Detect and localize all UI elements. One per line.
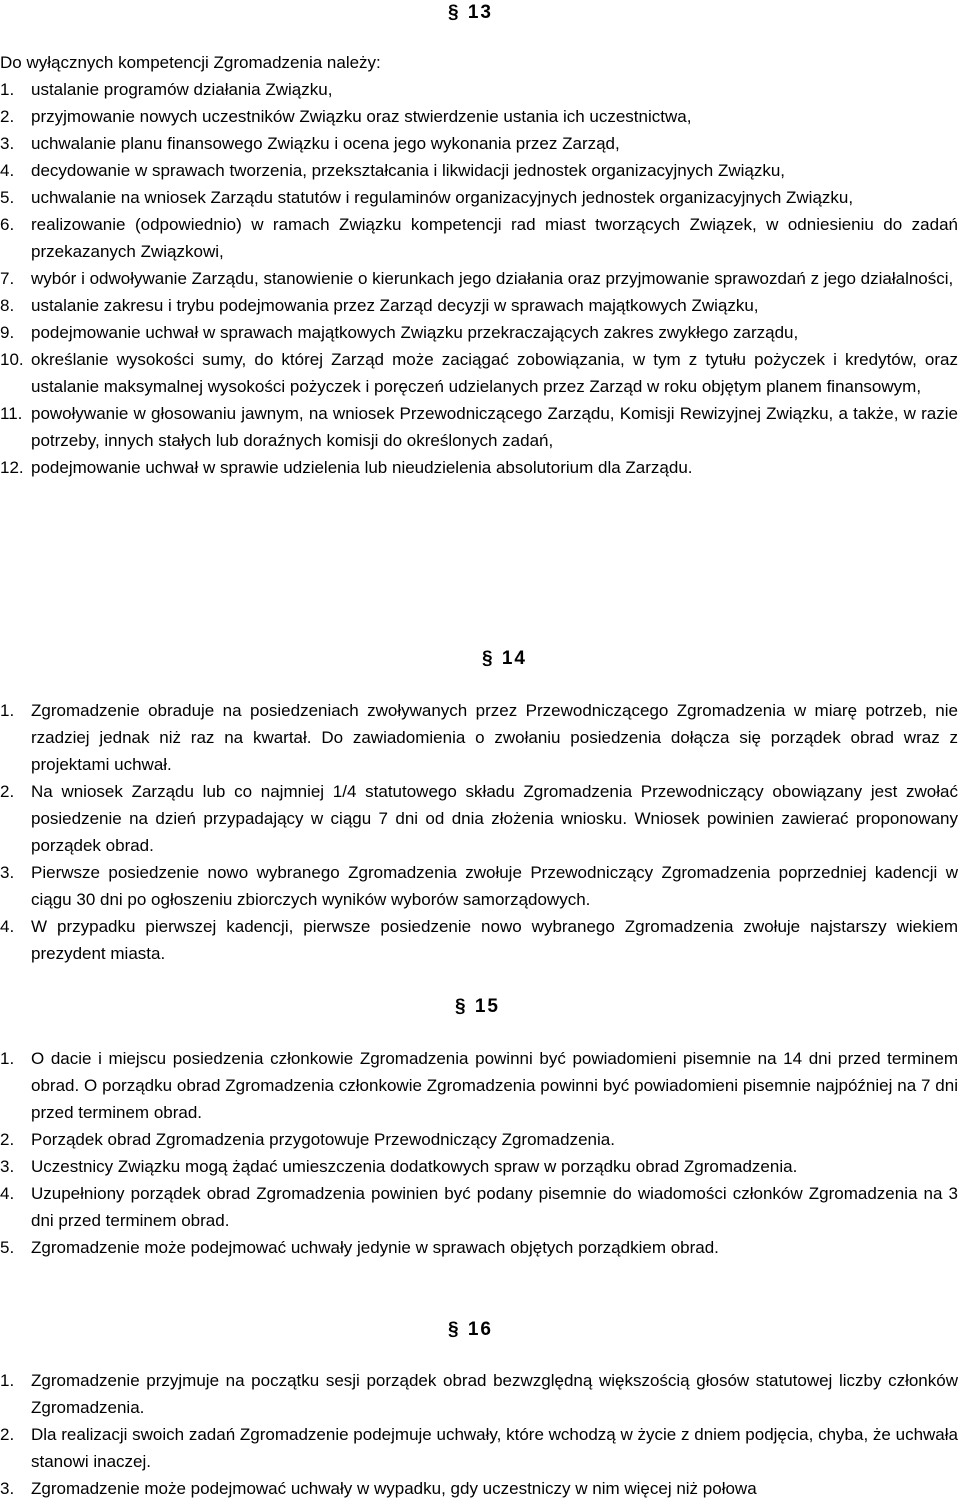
list-item: 2. Porządek obrad Zgromadzenia przygotowuje Przewodniczący Zgromadzenia. — [0, 1130, 615, 1149]
section-16-heading: § 16 — [448, 1319, 493, 1340]
list-item: 9. podejmowanie uchwał w sprawach majątkowych Związku przekraczających zakres zwykłego zarządu, — [0, 323, 799, 342]
section-14-list — [0, 697, 958, 967]
list-item: 6. realizowanie (odpowiednio) w ramach Związku kompetencji rad miast tworzących Związek, w odniesieniu do zadań przekazanych Związkowi, — [0, 215, 958, 261]
list-item: 5. Zgromadzenie może podejmować uchwały jedynie w sprawach objętych porządkiem obrad. — [0, 1238, 719, 1257]
section-13-heading: § 13 — [448, 2, 493, 23]
list-item: 4. W przypadku pierwszej kadencji, pierwsze posiedzenie nowo wybranego Zgromadzenia zwołuje najstarszy wiekiem prezydent miasta. — [0, 917, 958, 963]
list-item: 2. Na wniosek Zarządu lub co najmniej 1/4 statutowego składu Zgromadzenia Przewodniczący obowiązany jest zwołać posiedzenie na dzień przypadający w ciągu 7 dni od dnia złożenia wniosku. Wniosek powinien zawierać proponowany porządek obrad. — [0, 782, 958, 855]
list-item: 3. Uczestnicy Związku mogą żądać umieszczenia dodatkowych spraw w porządku obrad Zgromadzenia. — [0, 1157, 798, 1176]
section-14-heading: § 14 — [482, 648, 527, 669]
list-item: 4. Uzupełniony porządek obrad Zgromadzenia powinien być podany pisemnie do wiadomości członków Zgromadzenia na 3 dni przed terminem obrad. — [0, 1184, 958, 1230]
section-13-list — [0, 76, 958, 481]
list-item: 3. uchwalanie planu finansowego Związku i ocena jego wykonania przez Zarząd, — [0, 134, 620, 153]
list-item: 7. wybór i odwoływanie Zarządu, stanowienie o kierunkach jego działania oraz przyjmowanie sprawozdań z jego działalności, — [0, 269, 954, 288]
list-item: 3. Pierwsze posiedzenie nowo wybranego Zgromadzenia zwołuje Przewodniczący Zgromadzenia poprzedniej kadencji w ciągu 30 dni po ogłoszeniu zbiorczych wyników wyborów samorządowych. — [0, 863, 958, 909]
list-item: 12. podejmowanie uchwał w sprawie udzielenia lub nieudzielenia absolutorium dla Zarządu. — [0, 458, 693, 477]
list-item: 2. Dla realizacji swoich zadań Zgromadzenie podejmuje uchwały, które wchodzą w życie z dniem podjęcia, chyba, że uchwała stanowi inaczej. — [0, 1425, 958, 1471]
section-15-heading: § 15 — [455, 996, 500, 1017]
section-16-list — [0, 1367, 958, 1502]
list-item: 1. Zgromadzenie obraduje na posiedzeniach zwoływanych przez Przewodniczącego Zgromadzenia w miarę potrzeb, nie rzadziej jednak niż raz na kwartał. Do zawiadomienia o zwołaniu posiedzenia dołącza się porządek obrad wraz z projektami uchwał. — [0, 701, 958, 774]
section-13-intro: Do wyłącznych kompetencji Zgromadzenia należy: — [0, 53, 381, 72]
section-15-list — [0, 1045, 958, 1261]
list-item: 11. powoływanie w głosowaniu jawnym, na wniosek Przewodniczącego Zarządu, Komisji Rewizyjnej Związku, a także, w razie potrzeby, innych stałych lub doraźnych komisji do określonych zadań, — [0, 404, 958, 450]
list-item: 3. Zgromadzenie może podejmować uchwały w wypadku, gdy uczestniczy w nim więcej niż połowa — [0, 1479, 757, 1498]
list-item: 1. O dacie i miejscu posiedzenia członkowie Zgromadzenia powinni być powiadomieni pisemnie na 14 dni przed terminem obrad. O porządku obrad Zgromadzenia członkowie Zgromadzenia powinni być powiadomieni pisemnie najpóźniej na 7 dni przed terminem obrad. — [0, 1049, 958, 1122]
list-item: 10. określanie wysokości sumy, do której Zarząd może zaciągać zobowiązania, w tym z tytułu pożyczek i kredytów, oraz ustalanie maksymalnej wysokości pożyczek i poręczeń udzielanych przez Zarząd w roku objętym planem finansowym, — [0, 350, 958, 396]
list-item: 1. Zgromadzenie przyjmuje na początku sesji porządek obrad bezwzględną większością głosów statutowej liczby członków Zgromadzenia. — [0, 1371, 958, 1417]
list-item: 5. uchwalanie na wniosek Zarządu statutów i regulaminów organizacyjnych jednostek organizacyjnych Związku, — [0, 188, 854, 207]
list-item: 4. decydowanie w sprawach tworzenia, przekształcania i likwidacji jednostek organizacyjnych Związku, — [0, 161, 786, 180]
list-item: 1. ustalanie programów działania Związku, — [0, 80, 333, 99]
list-item: 2. przyjmowanie nowych uczestników Związku oraz stwierdzenie ustania ich uczestnictwa, — [0, 107, 692, 126]
list-item: 8. ustalanie zakresu i trybu podejmowania przez Zarząd decyzji w sprawach majątkowych Związku, — [0, 296, 759, 315]
